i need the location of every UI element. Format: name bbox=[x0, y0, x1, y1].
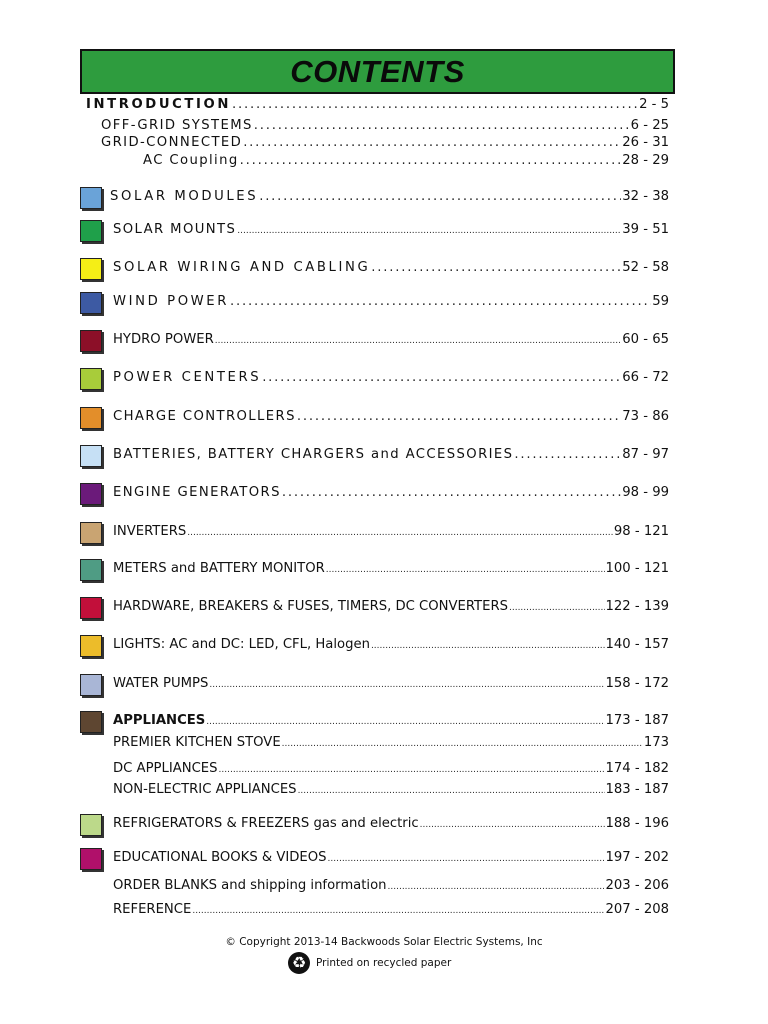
toc-pages: 100 - 121 bbox=[605, 561, 669, 576]
toc-label: WATER PUMPS bbox=[113, 676, 209, 691]
toc-entry[interactable] bbox=[113, 637, 669, 652]
toc-entry[interactable] bbox=[113, 713, 669, 728]
toc-leader bbox=[187, 528, 613, 538]
toc-row-premier-stove bbox=[0, 731, 768, 759]
toc-row-lights bbox=[0, 633, 768, 661]
toc-entry[interactable] bbox=[113, 735, 669, 750]
toc-label: INVERTERS bbox=[113, 524, 187, 539]
toc-entry[interactable] bbox=[113, 524, 669, 539]
toc-pages: 98 - 121 bbox=[613, 524, 669, 539]
toc-row-hardware bbox=[0, 595, 768, 623]
toc-pages: 2 - 5 bbox=[639, 97, 669, 112]
copyright-text: © Copyright 2013-14 Backwoods Solar Electric Systems, Inc bbox=[225, 936, 543, 948]
toc-row-wind-power bbox=[0, 290, 768, 318]
toc-pages: 197 - 202 bbox=[605, 850, 669, 865]
toc-row-meters bbox=[0, 557, 768, 585]
toc-leader bbox=[297, 409, 621, 424]
toc-leader bbox=[371, 641, 605, 651]
recycled-text: Printed on recycled paper bbox=[316, 957, 452, 969]
toc-pages: 73 - 86 bbox=[622, 409, 669, 424]
toc-label: INTRODUCTION bbox=[86, 97, 231, 112]
toc-label: ORDER BLANKS and shipping information bbox=[113, 878, 387, 893]
color-tab-swatch bbox=[80, 814, 102, 836]
recycle-icon: ♻ bbox=[288, 952, 310, 974]
toc-pages: 60 - 65 bbox=[622, 332, 669, 347]
toc-label: HARDWARE, BREAKERS & FUSES, TIMERS, DC CONVERTERS bbox=[113, 599, 508, 614]
toc-leader bbox=[282, 739, 643, 749]
color-tab-swatch bbox=[80, 674, 102, 696]
toc-label: LIGHTS: AC and DC: LED, CFL, Halogen bbox=[113, 637, 370, 652]
color-tab-swatch bbox=[80, 292, 102, 314]
toc-label: ENGINE GENERATORS bbox=[113, 485, 281, 500]
toc-leader bbox=[219, 765, 605, 775]
toc-row-non-electric bbox=[0, 778, 768, 806]
toc-label: DC APPLIANCES bbox=[113, 761, 218, 776]
toc-leader bbox=[230, 294, 651, 309]
color-tab-swatch bbox=[80, 848, 102, 870]
toc-entry[interactable] bbox=[113, 878, 669, 893]
toc-pages: 98 - 99 bbox=[622, 485, 669, 500]
toc-entry[interactable] bbox=[113, 902, 669, 917]
toc-entry[interactable] bbox=[101, 135, 669, 150]
toc-label: PREMIER KITCHEN STOVE bbox=[113, 735, 281, 750]
toc-label: WIND POWER bbox=[113, 294, 230, 309]
toc-label: REFRIGERATORS & FREEZERS gas and electric bbox=[113, 816, 419, 831]
toc-row-educational bbox=[0, 846, 768, 874]
toc-row-inverters bbox=[0, 520, 768, 548]
toc-entry[interactable] bbox=[113, 332, 669, 347]
color-tab-swatch bbox=[80, 597, 102, 619]
toc-label: OFF-GRID SYSTEMS bbox=[101, 118, 253, 133]
toc-label: CHARGE CONTROLLERS bbox=[113, 409, 296, 424]
toc-pages: 52 - 58 bbox=[622, 260, 669, 275]
toc-entry[interactable] bbox=[101, 118, 669, 133]
toc-entry[interactable] bbox=[113, 447, 669, 462]
toc-pages: 122 - 139 bbox=[605, 599, 669, 614]
toc-leader bbox=[509, 603, 605, 613]
toc-leader bbox=[237, 226, 621, 236]
toc-leader bbox=[206, 717, 604, 727]
color-tab-swatch bbox=[80, 330, 102, 352]
color-tab-swatch bbox=[80, 187, 102, 209]
toc-row-solar-wiring bbox=[0, 256, 768, 284]
toc-entry[interactable] bbox=[113, 260, 669, 275]
toc-leader bbox=[209, 680, 604, 690]
toc-leader bbox=[240, 153, 622, 168]
toc-leader bbox=[420, 820, 605, 830]
toc-pages: 26 - 31 bbox=[622, 135, 669, 150]
color-tab-swatch bbox=[80, 407, 102, 429]
toc-leader bbox=[243, 135, 621, 150]
toc-pages: 39 - 51 bbox=[622, 222, 669, 237]
toc-entry[interactable] bbox=[113, 222, 669, 237]
toc-leader bbox=[259, 189, 621, 204]
color-tab-swatch bbox=[80, 445, 102, 467]
color-tab-swatch bbox=[80, 711, 102, 733]
toc-entry[interactable] bbox=[143, 153, 669, 168]
toc-pages: 188 - 196 bbox=[605, 816, 669, 831]
toc-label: GRID-CONNECTED bbox=[101, 135, 243, 150]
toc-pages: 66 - 72 bbox=[622, 370, 669, 385]
toc-label: EDUCATIONAL BOOKS & VIDEOS bbox=[113, 850, 327, 865]
toc-leader bbox=[254, 118, 630, 133]
page-title: CONTENTS bbox=[290, 53, 465, 89]
toc-row-engine-generators bbox=[0, 481, 768, 509]
toc-row-solar-modules bbox=[0, 185, 768, 213]
toc-label: SOLAR WIRING AND CABLING bbox=[113, 260, 371, 275]
contents-header bbox=[80, 49, 675, 94]
toc-pages: 59 bbox=[652, 294, 669, 309]
toc-pages: 203 - 206 bbox=[605, 878, 669, 893]
toc-entry[interactable] bbox=[86, 97, 669, 112]
toc-leader bbox=[282, 485, 621, 500]
color-tab-swatch bbox=[80, 522, 102, 544]
toc-label: SOLAR MODULES bbox=[110, 189, 259, 204]
toc-leader bbox=[232, 97, 638, 112]
toc-label: APPLIANCES bbox=[113, 713, 206, 728]
toc-pages: 207 - 208 bbox=[605, 902, 669, 917]
toc-pages: 87 - 97 bbox=[622, 447, 669, 462]
toc-entry[interactable] bbox=[113, 409, 669, 424]
toc-row-water-pumps bbox=[0, 672, 768, 700]
toc-row-hydro-power bbox=[0, 328, 768, 356]
toc-pages: 173 bbox=[643, 735, 669, 750]
toc-entry[interactable] bbox=[113, 370, 669, 385]
toc-label: BATTERIES, BATTERY CHARGERS and ACCESSORIES bbox=[113, 447, 514, 462]
toc-leader bbox=[328, 854, 605, 864]
toc-entry[interactable] bbox=[113, 599, 669, 614]
toc-pages: 28 - 29 bbox=[622, 153, 669, 168]
toc-label: REFERENCE bbox=[113, 902, 192, 917]
toc-pages: 173 - 187 bbox=[605, 713, 669, 728]
color-tab-swatch bbox=[80, 559, 102, 581]
toc-leader bbox=[514, 447, 621, 462]
toc-label: POWER CENTERS bbox=[113, 370, 262, 385]
toc-entry[interactable] bbox=[113, 816, 669, 831]
toc-label: AC Coupling bbox=[143, 153, 239, 168]
toc-row-batteries bbox=[0, 443, 768, 471]
toc-leader bbox=[371, 260, 621, 275]
toc-leader bbox=[262, 370, 621, 385]
recycled-notice bbox=[288, 952, 451, 974]
toc-entry[interactable] bbox=[113, 294, 669, 309]
toc-row-reference bbox=[0, 898, 768, 926]
toc-entry[interactable] bbox=[113, 782, 669, 797]
toc-leader bbox=[388, 882, 605, 892]
toc-pages: 32 - 38 bbox=[622, 189, 669, 204]
color-tab-swatch bbox=[80, 635, 102, 657]
toc-entry[interactable] bbox=[113, 676, 669, 691]
color-tab-swatch bbox=[80, 220, 102, 242]
toc-label: NON-ELECTRIC APPLIANCES bbox=[113, 782, 297, 797]
toc-pages: 183 - 187 bbox=[605, 782, 669, 797]
toc-row-power-centers bbox=[0, 366, 768, 394]
toc-row-charge-controllers bbox=[0, 405, 768, 433]
toc-leader bbox=[215, 336, 622, 346]
color-tab-swatch bbox=[80, 368, 102, 390]
toc-pages: 140 - 157 bbox=[605, 637, 669, 652]
toc-leader bbox=[326, 565, 605, 575]
toc-pages: 6 - 25 bbox=[630, 118, 669, 133]
toc-label: HYDRO POWER bbox=[113, 332, 214, 347]
color-tab-swatch bbox=[80, 483, 102, 505]
toc-entry[interactable] bbox=[113, 561, 669, 576]
toc-entry[interactable] bbox=[113, 850, 669, 865]
toc-row-ac-coupling bbox=[0, 153, 768, 181]
toc-entry[interactable] bbox=[113, 485, 669, 500]
color-tab-swatch bbox=[80, 258, 102, 280]
toc-leader bbox=[298, 786, 605, 796]
toc-row-solar-mounts bbox=[0, 218, 768, 246]
toc-label: SOLAR MOUNTS bbox=[113, 222, 237, 237]
toc-row-refrigerators bbox=[0, 812, 768, 840]
toc-leader bbox=[192, 906, 604, 916]
toc-entry[interactable] bbox=[110, 189, 669, 204]
toc-entry[interactable] bbox=[113, 761, 669, 776]
toc-pages: 158 - 172 bbox=[605, 676, 669, 691]
toc-label: METERS and BATTERY MONITOR bbox=[113, 561, 325, 576]
toc-pages: 174 - 182 bbox=[605, 761, 669, 776]
